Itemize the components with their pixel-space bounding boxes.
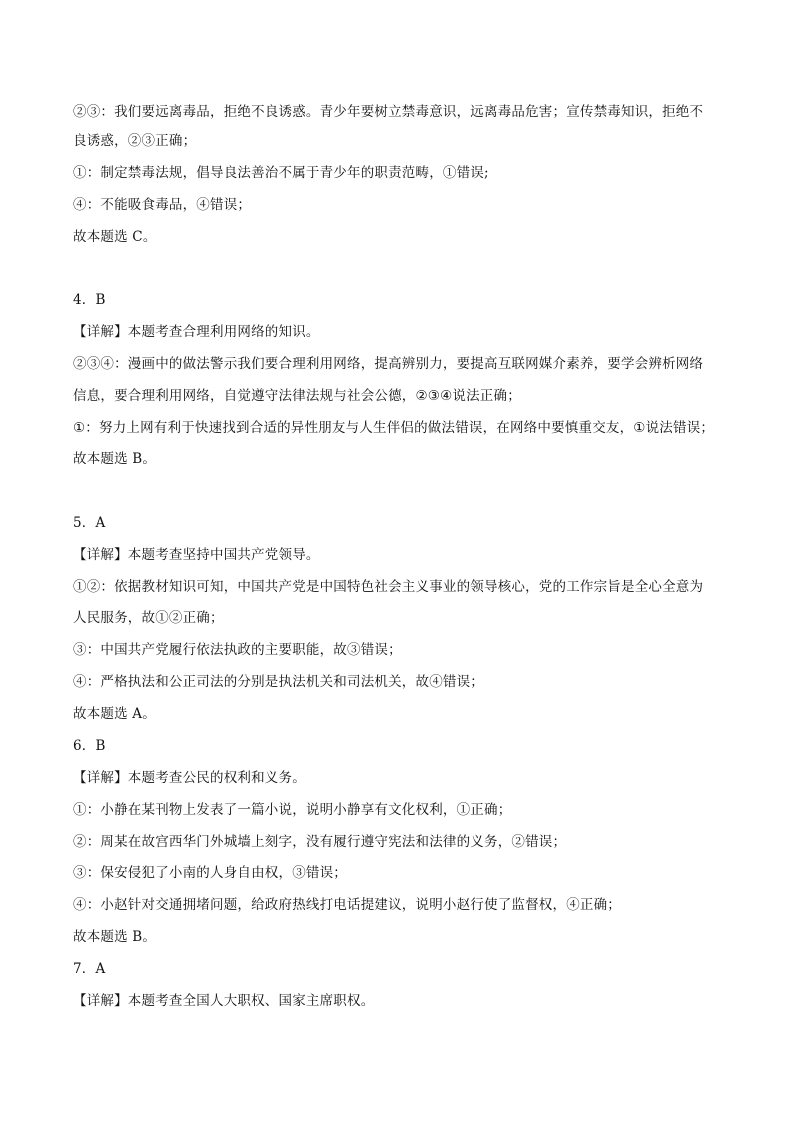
q6-detail-label: 【详解】本题考查公民的权利和义务。 bbox=[73, 770, 306, 786]
q6-explanation-line-3: ③：保安侵犯了小南的人身自由权，③错误； bbox=[73, 865, 347, 881]
q3-conclusion: 故本题选 C。 bbox=[73, 229, 157, 245]
q5-explanation-line-4: ④：严格执法和公正司法的分别是执法机关和司法机关，故④错误； bbox=[73, 674, 484, 690]
q4-conclusion: 故本题选 B。 bbox=[73, 451, 157, 467]
q6-conclusion: 故本题选 B。 bbox=[73, 929, 157, 945]
q4-detail-label: 【详解】本题考查合理利用网络的知识。 bbox=[73, 324, 320, 340]
q7-detail-label: 【详解】本题考查全国人大职权、国家主席职权。 bbox=[73, 993, 375, 1009]
q3-explanation-line-3: ①：制定禁毒法规，倡导良法善治不属于青少年的职责范畴，①错误; bbox=[73, 165, 489, 181]
q5-explanation-line-1: ①②：依据教材知识可知，中国共产党是中国特色社会主义事业的领导核心，党的工作宗旨是全心全意为 bbox=[73, 579, 704, 595]
q6-explanation-line-4: ④：小赵针对交通拥堵问题，给政府热线打电话提建议，说明小赵行使了监督权，④正确； bbox=[73, 897, 621, 913]
q3-explanation-line-4: ④：不能吸食毒品，④错误； bbox=[73, 197, 252, 213]
q7-heading: 7．A bbox=[73, 961, 106, 977]
q4-explanation-line-1: ②③④：漫画中的做法警示我们要合理利用网络，提高辨别力，要提高互联网媒介素养，要学会辨析网络 bbox=[73, 356, 704, 372]
q5-detail-label: 【详解】本题考查坚持中国共产党领导。 bbox=[73, 547, 320, 563]
q3-explanation-line-2: 良诱惑，②③正确； bbox=[73, 133, 197, 149]
q5-conclusion: 故本题选 A。 bbox=[73, 706, 156, 722]
q6-explanation-line-2: ②：周某在故宫西华门外城墙上刻字，没有履行遵守宪法和法律的义务，②错误； bbox=[73, 834, 567, 850]
q5-explanation-line-3: ③：中国共产党履行依法执政的主要职能，故③错误； bbox=[73, 642, 402, 658]
q5-explanation-line-2: 人民服务，故①②正确； bbox=[73, 610, 224, 626]
q4-explanation-line-2: 信息，要合理利用网络，自觉遵守法律法规与社会公德，②③④说法正确； bbox=[73, 388, 521, 404]
q3-explanation-line-1: ②③：我们要远离毒品，拒绝不良诱惑。青少年要树立禁毒意识，远离毒品危害；宣传禁毒知识，拒绝不 bbox=[73, 104, 704, 120]
q6-explanation-line-1: ①：小静在某刊物上发表了一篇小说，说明小静享有文化权利，①正确； bbox=[73, 802, 512, 818]
q6-heading: 6．B bbox=[73, 738, 106, 754]
q4-heading: 4．B bbox=[73, 292, 106, 308]
q4-explanation-line-3: ①：努力上网有利于快速找到合适的异性朋友与人生伴侣的做法错误，在网络中要慎重交友，①说法错误； bbox=[73, 420, 715, 436]
q5-heading: 5．A bbox=[73, 515, 106, 531]
